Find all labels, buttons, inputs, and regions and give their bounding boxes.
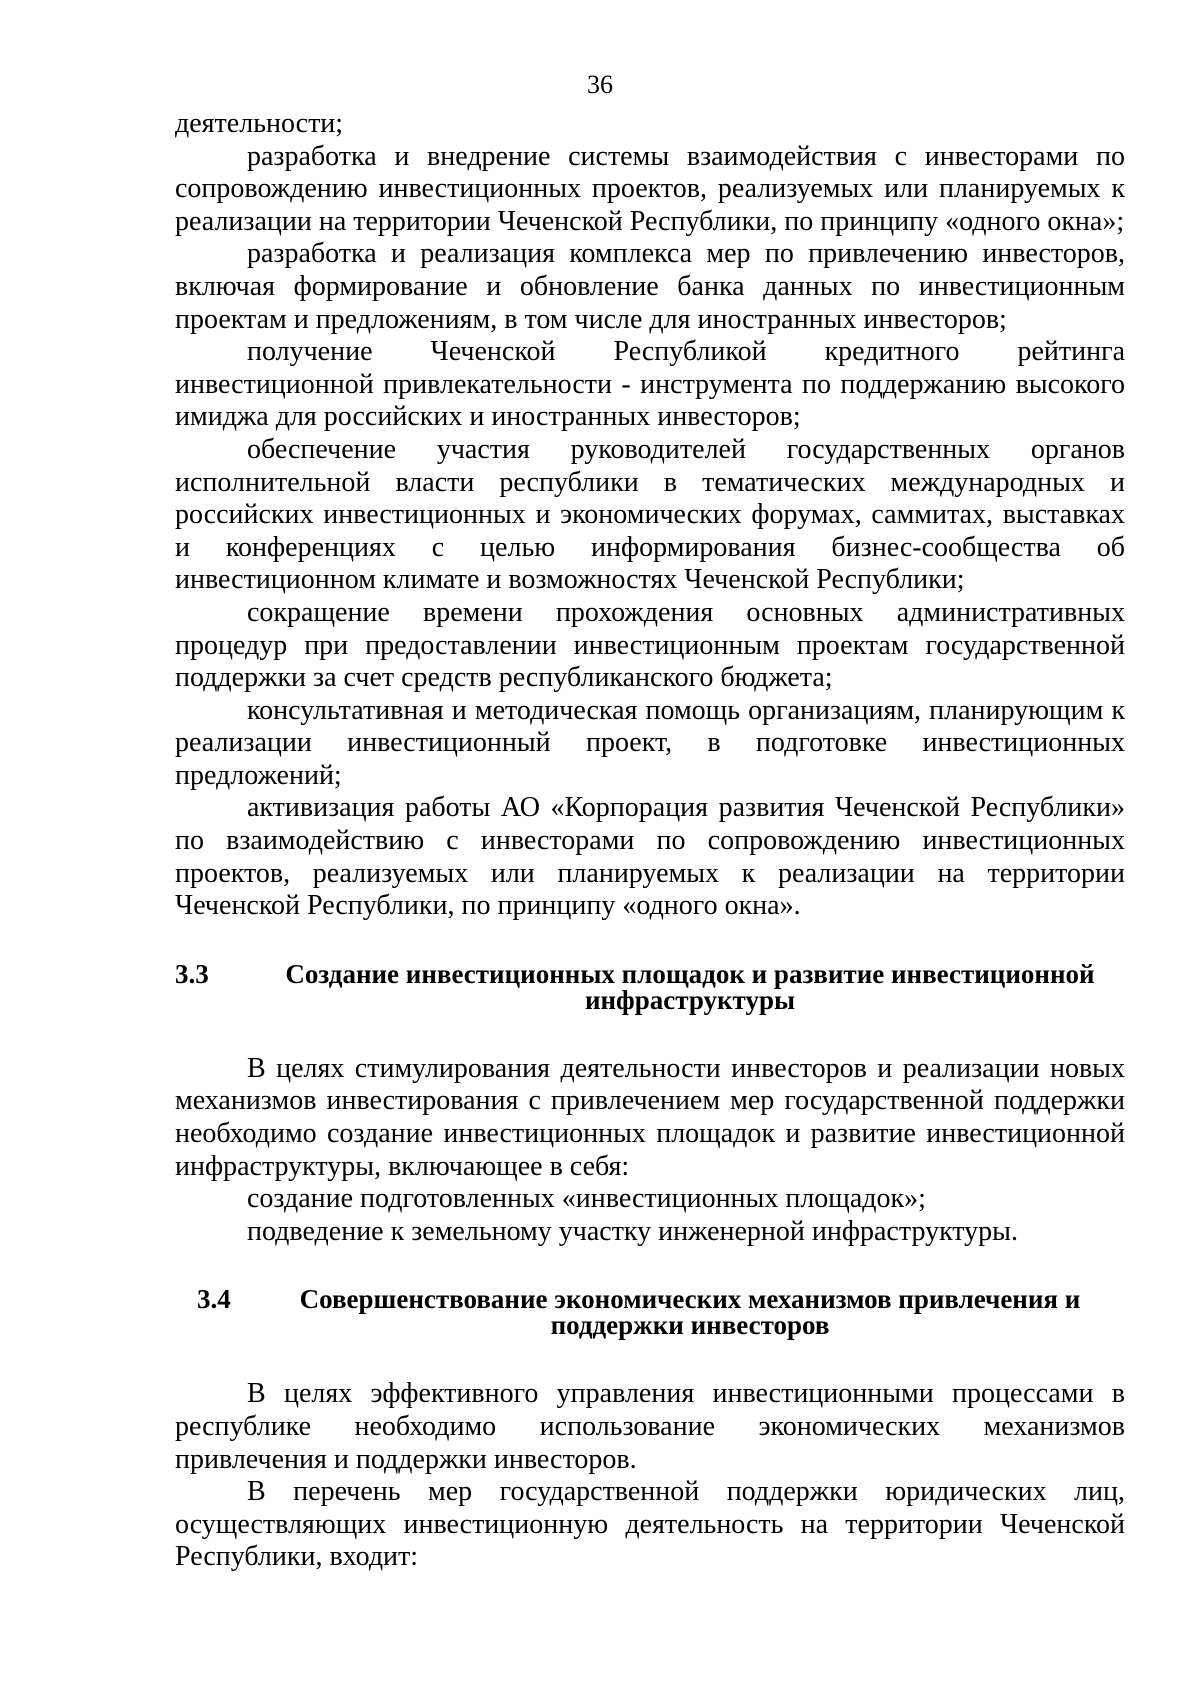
document-body (175, 108, 1125, 1574)
paragraph: получение Чеченской Республикой кредитного рейтинга инвестиционной привлекательности - инструмента по поддержанию высокого имиджа для российских и иностранных инвесторов; (175, 336, 1125, 433)
paragraph: деятельности; (175, 108, 344, 139)
paragraph: консультативная и методическая помощь организациям, планирующим к реализации инвестиционный проект, в подготовке инвестиционных предложений; (175, 694, 1125, 791)
section-heading-3-4 (175, 1284, 1125, 1341)
paragraph: подведение к земельному участку инженерной инфраструктуры. (247, 1215, 1018, 1247)
paragraph: обеспечение участия руководителей государственных органов исполнительной власти республики в тематических международных и российских инвестиционных и экономических форумах, саммитах, выставках и конференциях с целью информирования бизнес-сообщества об инвестиционном климате и возможностях Чеченской Республики; (175, 433, 1125, 596)
measures-list (175, 108, 1125, 923)
section-title: Совершенствование экономических механизмов привлечения и поддержки инвесторов (299, 1284, 1081, 1341)
section-number: 3.4 (197, 1284, 231, 1315)
paragraph: создание подготовленных «инвестиционных площадок»; (247, 1183, 926, 1215)
paragraph: В целях эффективного управления инвестиционными процессами в республике необходимо использование экономических механизмов привлечения и поддержки инвесторов. (175, 1378, 1125, 1475)
paragraph: В целях стимулирования деятельности инвесторов и реализации новых механизмов инвестирования с привлечением мер государственной поддержки необходимо создание инвестиционных площадок и развитие инвестиционной инфраструктуры, включающее в себя: (175, 1052, 1125, 1182)
paragraph: разработка и реализация комплекса мер по привлечению инвесторов, включая формирование и обновление банка данных по инвестиционным проектам и предложениям, в том числе для иностранных инвесторов; (175, 238, 1125, 335)
paragraph: разработка и внедрение системы взаимодействия с инвесторами по сопровождению инвестиционных проектов, реализуемых или планируемых к реализации на территории Чеченской Республики, по принципу «одного окна»; (175, 140, 1125, 237)
page-number: 36 (587, 70, 613, 99)
section-number: 3.3 (175, 958, 209, 989)
section-3-4-body (175, 1378, 1125, 1574)
paragraph: активизация работы АО «Корпорация развития Чеченской Республики» по взаимодействию с инвесторами по сопровождению инвестиционных проектов, реализуемых или планируемых к реализации на территории Чеченской Республики, по принципу «одного окна». (175, 792, 1125, 922)
paragraph: В перечень мер государственной поддержки юридических лиц, осуществляющих инвестиционную деятельность на территории Чеченской Республики, входит: (175, 1476, 1125, 1573)
section-3-3-body (175, 1053, 1125, 1249)
section-title: Создание инвестиционных площадок и развитие инвестиционной инфраструктуры (285, 958, 1095, 1015)
paragraph: сокращение времени прохождения основных административных процедур при предоставлении инвестиционным проектам государственной поддержки за счет средств республиканского бюджета; (175, 596, 1125, 694)
section-heading-3-3 (175, 958, 1125, 1015)
